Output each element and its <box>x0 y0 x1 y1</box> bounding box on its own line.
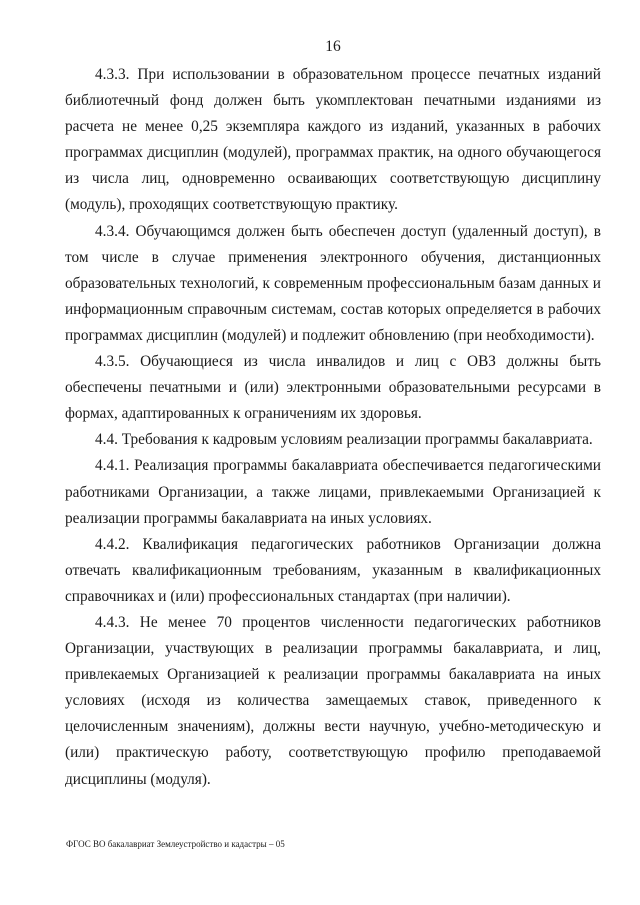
paragraph-4-4-1: 4.4.1. Реализация программы бакалавриата обеспечивается педагогическими работниками Организации, а также лицами, привлекаемыми Организацией к реализации программы бакалавриата на иных условиях. <box>65 457 601 527</box>
document-body <box>65 62 601 793</box>
paragraph-4-3-4: 4.3.4. Обучающимся должен быть обеспечен доступ (удаленный доступ), в том числе в случае применения электронного обучения, дистанционных образовательных технологий, к современным профессиональным базам данных и информационным справочным системам, состав которых определяется в рабочих программах дисциплин (модулей) и подлежит обновлению (при необходимости). <box>65 222 601 344</box>
paragraph-4-3-3: 4.3.3. При использовании в образовательном процессе печатных изданий библиотечный фонд должен быть укомплектован печатными изданиями из расчета не менее 0,25 экземпляра каждого из изданий, указанных в рабочих программах дисциплин (модулей), программах практик, на одного обучающегося из числа лиц, одновременно осваивающих соответствующую дисциплину (модуль), проходящих соответствующую практику. <box>65 66 601 214</box>
page-number: 16 <box>325 38 341 55</box>
paragraph-4-4-2: 4.4.2. Квалификация педагогических работников Организации должна отвечать квалификационным требованиям, указанным в квалификационных справочниках и (или) профессиональных стандартах (при наличии). <box>65 535 601 605</box>
paragraph-4-4-3: 4.4.3. Не менее 70 процентов численности педагогических работников Организации, участвующих в реализации программы бакалавриата, и лиц, привлекаемых Организацией к реализации программы бакалавриата на иных условиях (исходя из количества замещаемых ставок, приведенного к целочисленным значениям), должны вести научную, учебно-методическую и (или) практическую работу, соответствующую профилю преподаваемой дисциплины (модуля). <box>65 613 601 788</box>
section-heading-4-4: 4.4. Требования к кадровым условиям реализации программы бакалавриата. <box>95 431 593 449</box>
page-footer: ФГОС ВО бакалавриат Землеустройство и кадастры – 05 <box>66 839 285 849</box>
paragraph-4-3-5: 4.3.5. Обучающиеся из числа инвалидов и лиц с ОВЗ должны быть обеспечены печатными и (или) электронными образовательными ресурсами в формах, адаптированных к ограничениям их здоровья. <box>65 353 601 423</box>
